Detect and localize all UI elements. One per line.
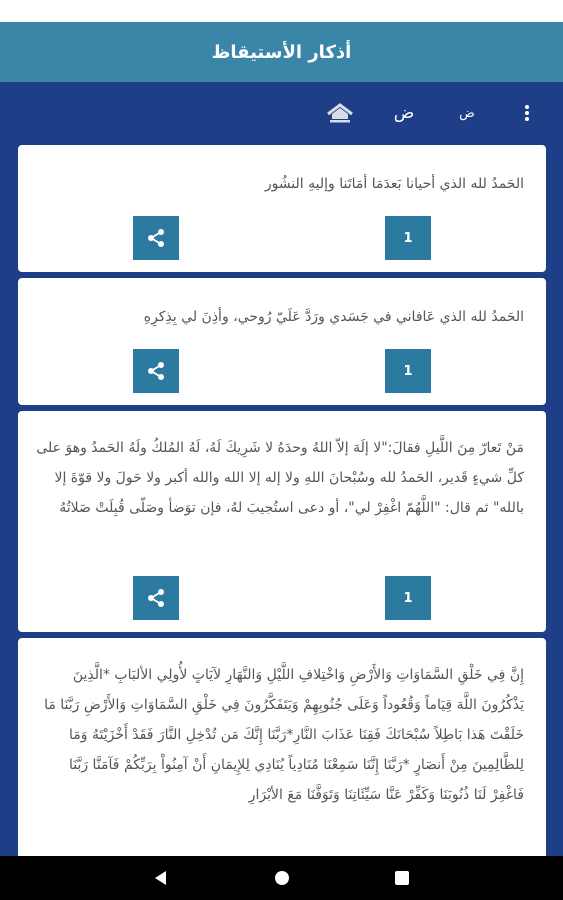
font-increase-button[interactable]: ض <box>393 103 415 123</box>
app-bar <box>0 22 563 82</box>
toolbar <box>0 82 563 144</box>
share-button[interactable] <box>133 576 179 620</box>
font-decrease-button[interactable]: ض <box>459 105 475 121</box>
share-icon <box>146 588 166 608</box>
dhikr-card <box>18 145 546 272</box>
main-content <box>0 82 563 856</box>
counter-button[interactable]: 1 <box>385 349 431 393</box>
share-icon <box>146 361 166 381</box>
share-icon <box>146 228 166 248</box>
nav-home-icon[interactable] <box>270 866 294 890</box>
dhikr-card <box>18 411 546 632</box>
dhikr-text: إِنَّ فِي خَلْقِ السَّمَاوَاتِ وَالأَرْضِ وَاخْتِلافِ اللَّيْلِ وَالنَّهَارِ لآيَاتٍ لأُولِي الألبَابِ *الَّذِينَ يَذْكُرُونَ اللَّهَ قِيَاماً وَقُعُوداً وَعَلَى جُنُوبِهِمْ وَيَتَفَكَّرُونَ فِي خَلْقِ السَّمَاوَاتِ وَالأَرْضِ رَبَّنَا مَا خَلَقْتَ هَذا بَاطِلاً سُبْحَانَكَ فَقِنَا عَذَابَ النَّارِ*رَبَّنَا إِنَّكَ مَن تُدْخِلِ النَّارَ فَقَدْ أَخْزَيْتَهُ وَمَا لِلظَّالِمِينَ مِنْ أَنصَارٍ *رَبَّنَا إِنَّنَا سَمِعْنَا مُنَادِياً يُنَادِي لِلإِيمَانِ أَنْ آمِنُواْ بِرَبِّكُمْ فَآمَنَّا رَبَّنَا فَاغْفِرْ لَنَا ذُنُوبَنَا وَكَفِّرْ عَنَّا سَيِّئَاتِنَا وَتَوَفَّنَا مَعَ الأبْرَارِ <box>44 667 524 803</box>
status-bar <box>0 0 563 22</box>
more-vert-icon[interactable] <box>516 100 538 126</box>
share-button[interactable] <box>133 349 179 393</box>
share-button[interactable] <box>133 216 179 260</box>
home-icon[interactable] <box>322 100 358 126</box>
back-icon[interactable] <box>148 866 172 890</box>
page-title: أذكار الأستيقاظ <box>211 41 352 63</box>
counter-button[interactable]: 1 <box>385 216 431 260</box>
dhikr-text: الحَمدُ لله الذي أحيانا بَعدَمَا أمَاتَنا وإليهِ النشُور <box>264 176 524 192</box>
counter-button[interactable]: 1 <box>385 576 431 620</box>
system-nav-bar <box>0 856 563 900</box>
recents-icon[interactable] <box>390 866 414 890</box>
dhikr-text: الحَمدُ لله الذي عَافاني في جَسَدي ورَدَّ عَلَيّ رُوحي، وأذِنَ لي بِذِكرِهِ <box>143 309 524 325</box>
dhikr-text: مَنْ تَعارّ مِنَ اللَّيلِ فقالَ:"لا إلَهَ إلاّ اللهُ وحدَهُ لا شَرِيكَ لَهُ، لَهُ المُلكُ ولَهُ الحَمدُ وهوَ على كلِّ شيءٍ قَدير، الحَمدُ لله وسُبْحانَ اللهِ ولا إله إلا الله والله أكبر ولا حَولَ ولا قوّةَ إلا بالله" ثم قال: "اللَّهُمّ اغْفِرْ لي"، أو دعى استُجيبَ لهُ، فإن توَضأ وصَلّى قُبِلَتْ صَلاتُهُ <box>36 440 524 516</box>
dhikr-card <box>18 638 546 856</box>
dhikr-card <box>18 278 546 405</box>
